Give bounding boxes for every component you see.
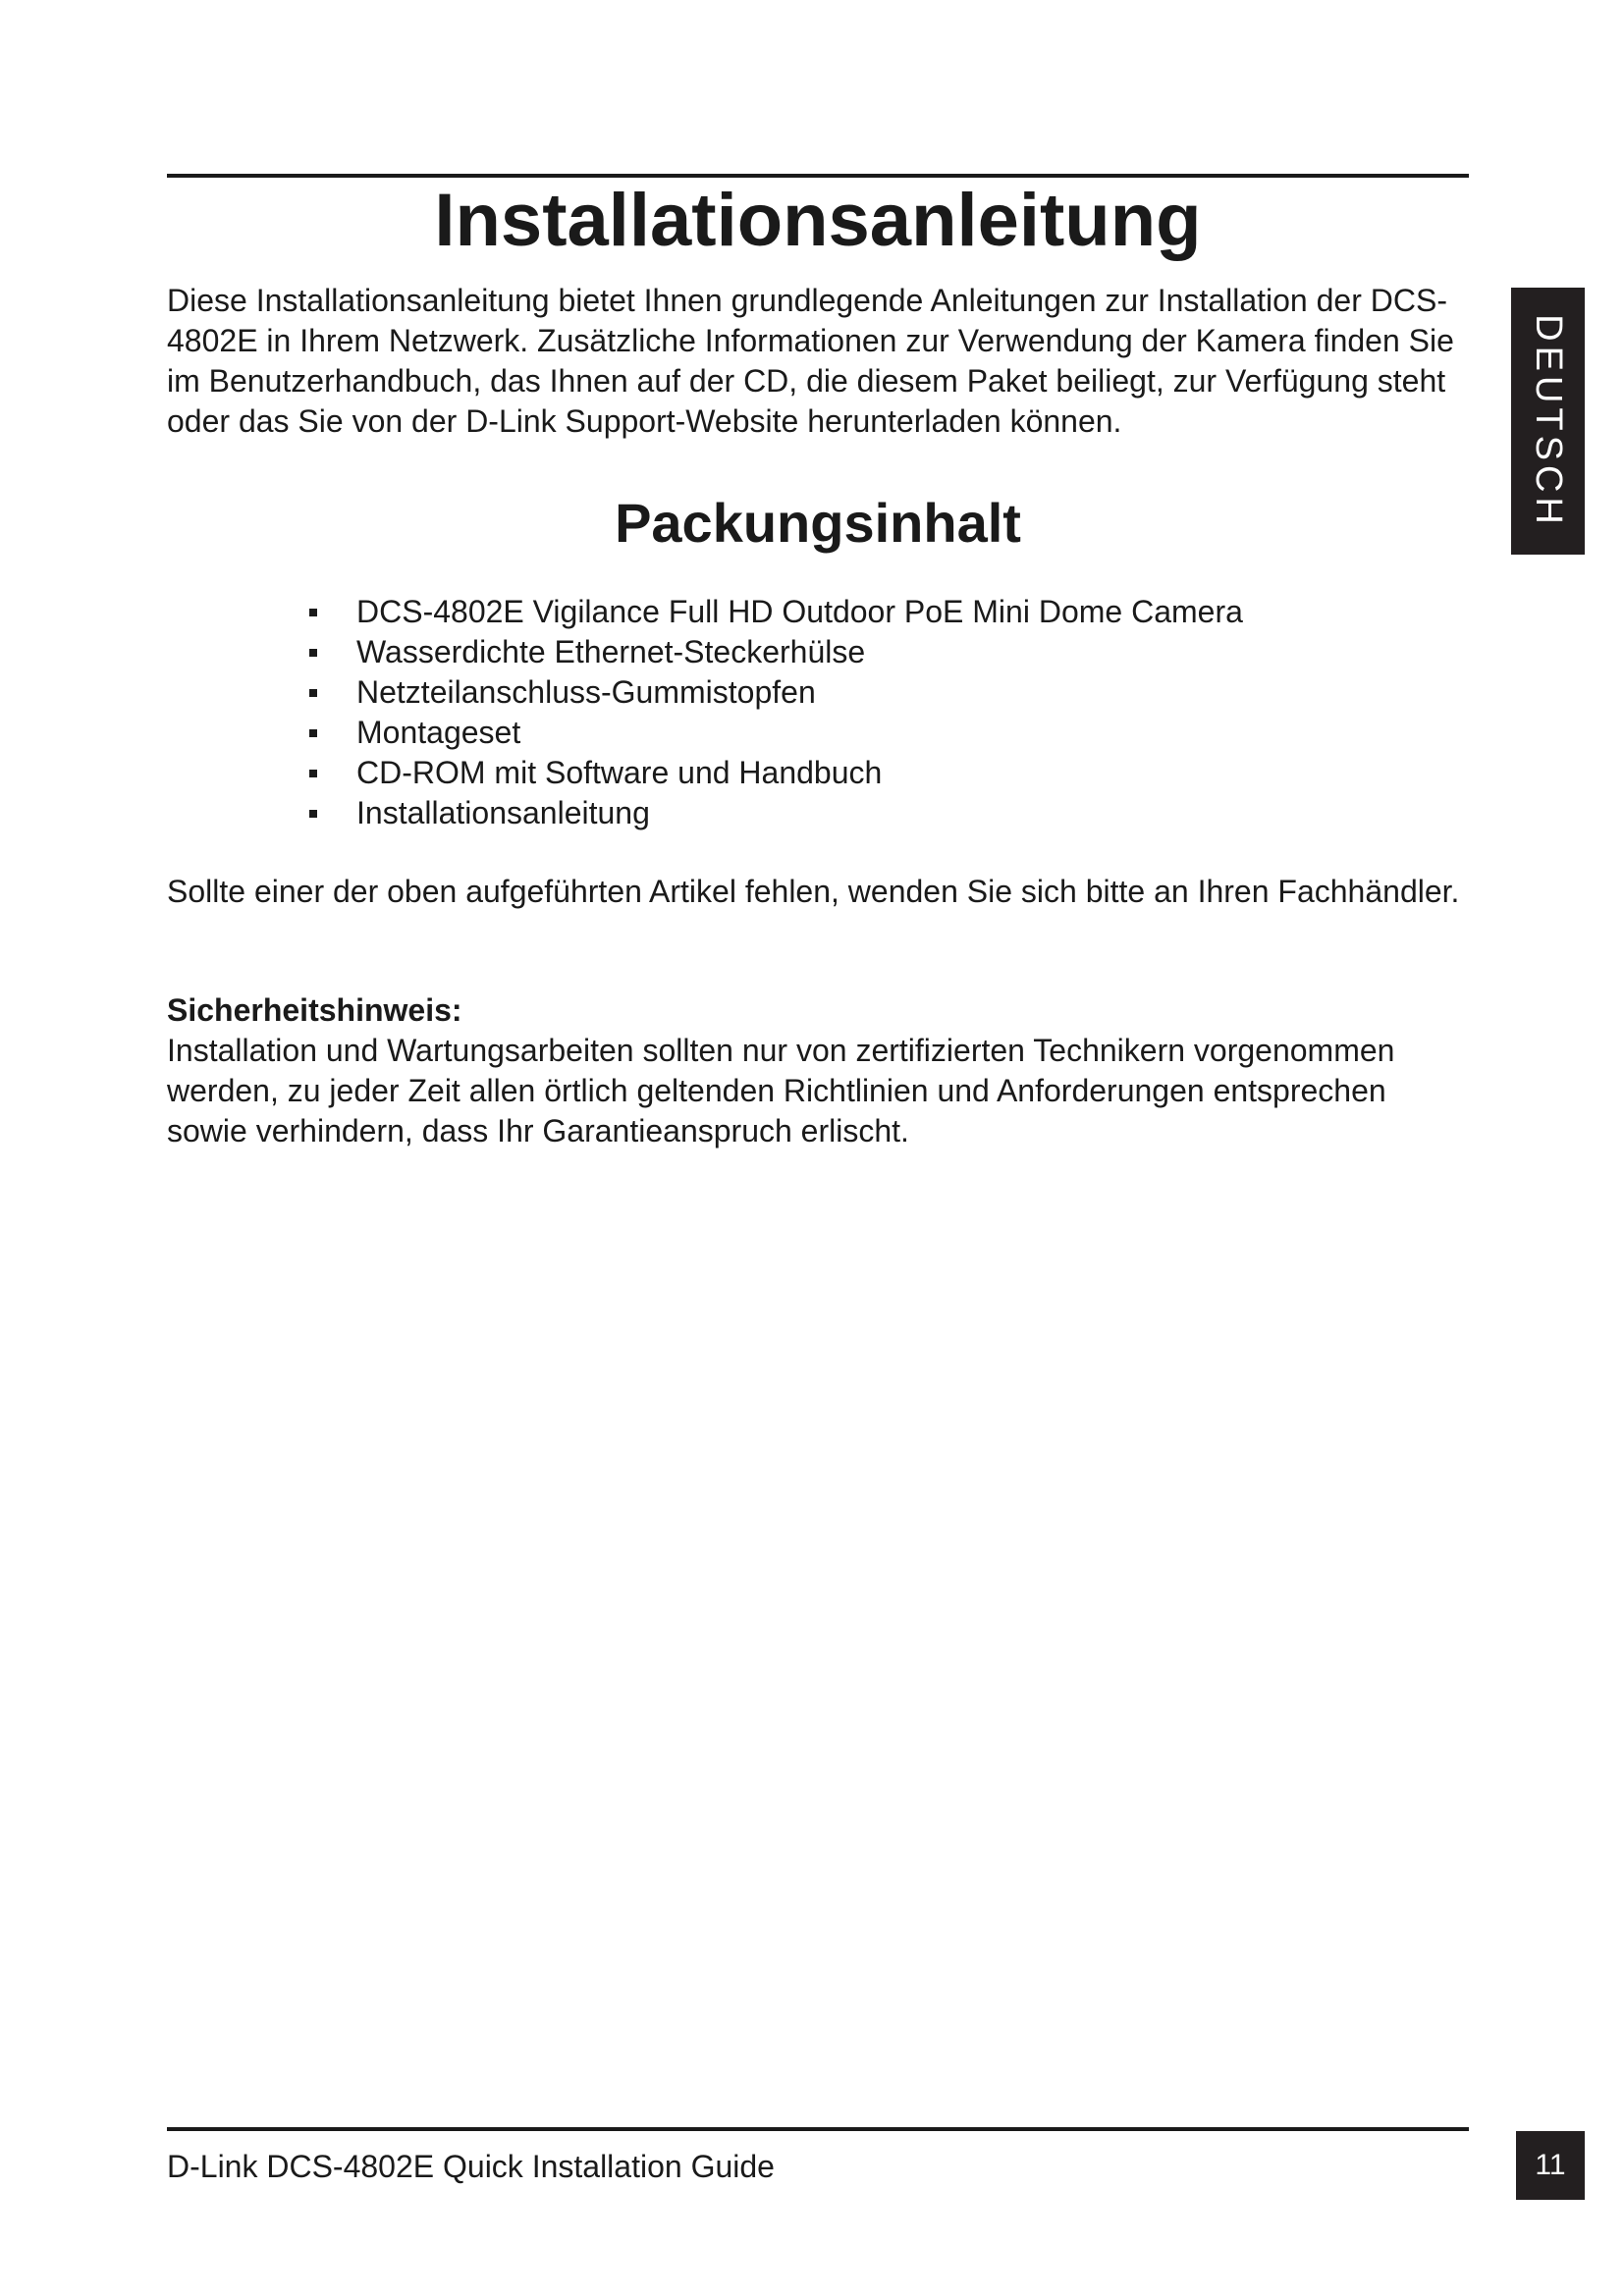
bullet-icon — [309, 729, 317, 737]
language-tab-label: DEUTSCH — [1528, 313, 1569, 529]
list-item — [307, 632, 1243, 672]
footer-title: D-Link DCS-4802E Quick Installation Guide — [167, 2149, 775, 2184]
package-contents-list — [307, 592, 1243, 833]
missing-items-note: Sollte einer der oben aufgeführten Artikel fehlen, wenden Sie sich bitte an Ihren Fachhändler. — [167, 874, 1460, 909]
footer-divider — [167, 2127, 1469, 2131]
list-item-text: Montageset — [356, 715, 521, 750]
package-contents-title: Packungsinhalt — [615, 492, 1021, 554]
language-tab — [1511, 288, 1585, 555]
list-item — [307, 672, 1243, 713]
list-item-text: DCS-4802E Vigilance Full HD Outdoor PoE Mini Dome Camera — [356, 594, 1243, 629]
list-item — [307, 713, 1243, 753]
safety-heading: Sicherheitshinweis: — [167, 992, 462, 1028]
list-item — [307, 753, 1243, 793]
list-item-text: Netzteilanschluss-Gummistopfen — [356, 674, 816, 710]
bullet-icon — [309, 810, 317, 818]
page-number-badge — [1516, 2131, 1585, 2200]
page-number: 11 — [1535, 2149, 1566, 2181]
bullet-icon — [309, 609, 317, 616]
page-title: Installationsanleitung — [434, 179, 1202, 262]
list-item-text: CD-ROM mit Software und Handbuch — [356, 755, 883, 790]
list-item-text: Installationsanleitung — [356, 795, 650, 830]
list-item — [307, 793, 1243, 833]
intro-paragraph: Diese Installationsanleitung bietet Ihnen grundlegende Anleitungen zur Installation der DCS-4802E in Ihrem Netzwerk. Zusätzliche Informationen zur Verwendung der Kamera finden Sie im Benutzerhandbuch, das Ihnen auf der CD, die diesem Paket beiliegt, zur Verfügung steht oder das Sie von der D-Link Support-Website herunterladen können. — [167, 283, 1454, 439]
safety-paragraph: Installation und Wartungsarbeiten sollten nur von zertifizierten Technikern vorgenommen werden, zu jeder Zeit allen örtlich geltenden Richtlinien und Anforderungen entsprechen sowie verhindern, dass Ihr Garantieanspruch erlischt. — [167, 1033, 1395, 1148]
bullet-icon — [309, 649, 317, 657]
bullet-icon — [309, 770, 317, 777]
list-item-text: Wasserdichte Ethernet-Steckerhülse — [356, 634, 866, 669]
list-item — [307, 592, 1243, 632]
bullet-icon — [309, 689, 317, 697]
